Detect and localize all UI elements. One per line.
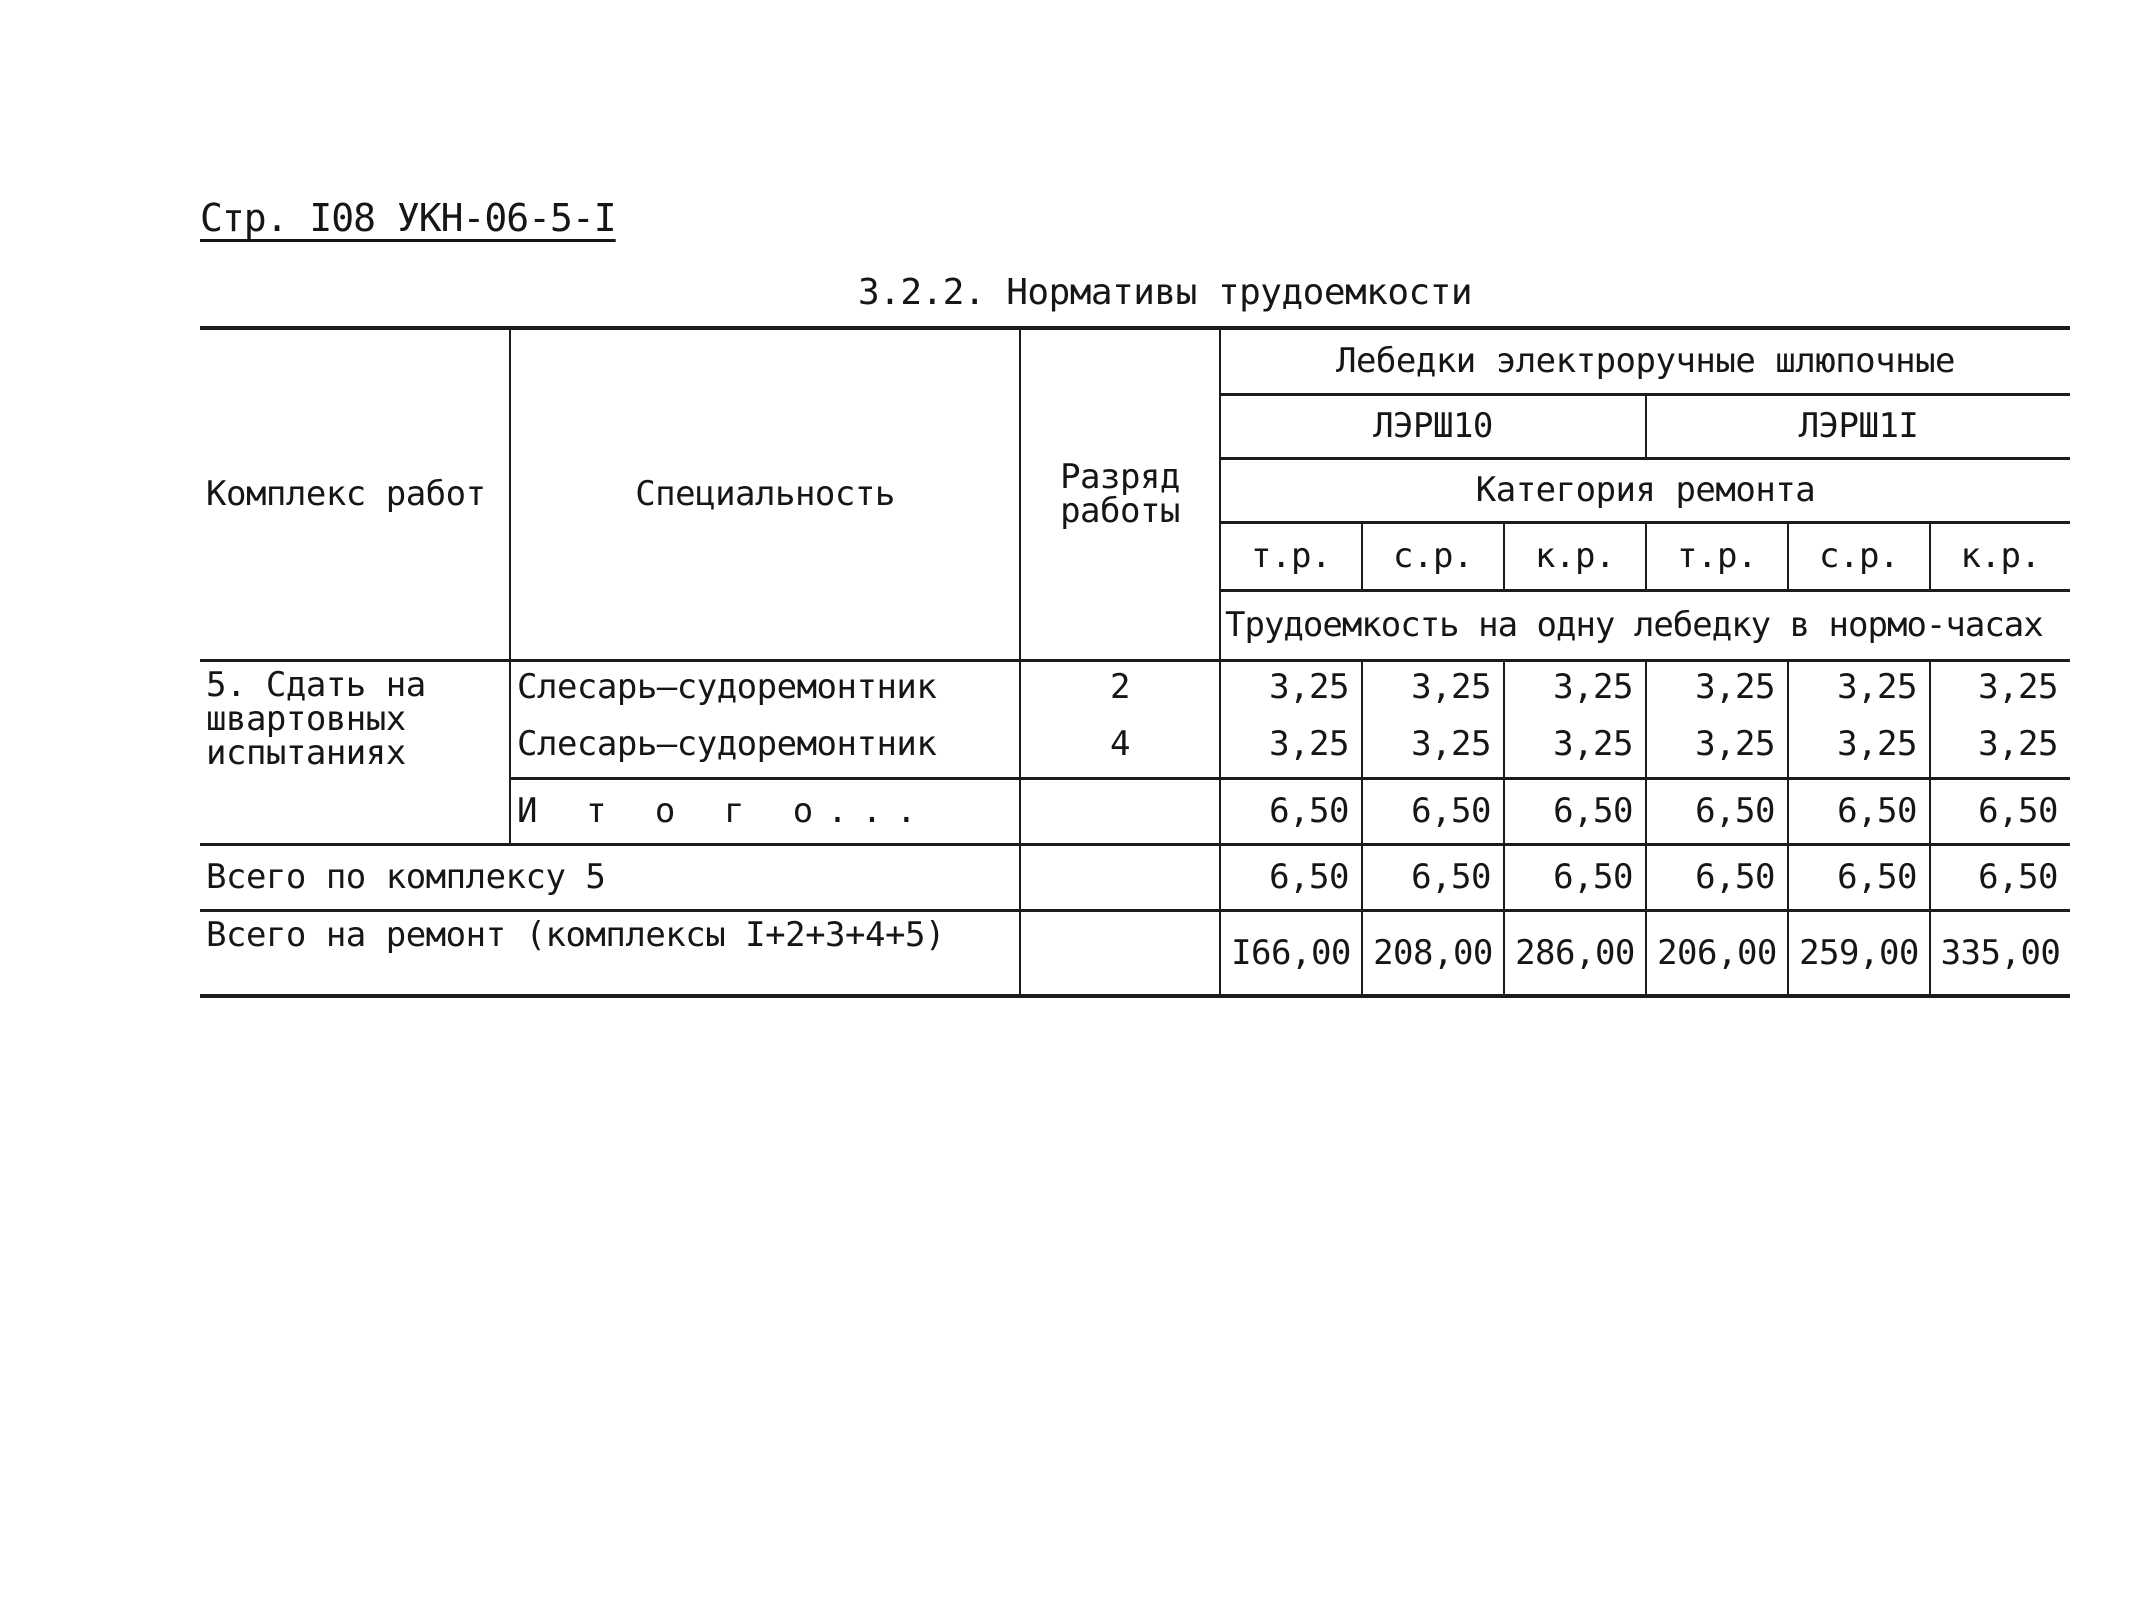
grade-cell: 4 bbox=[1020, 712, 1220, 778]
total-complex-value: 6,50 bbox=[1788, 844, 1930, 910]
total-repair-value: 208,00 bbox=[1362, 910, 1504, 996]
section-title: 3.2.2. Нормативы трудоемкости bbox=[858, 272, 1473, 313]
header-specialty: Специальность bbox=[510, 328, 1020, 660]
labor-norms-table bbox=[200, 326, 2070, 998]
itogo-value: 6,50 bbox=[1504, 778, 1646, 844]
header-category: к.р. bbox=[1504, 522, 1646, 590]
value-cell: 3,25 bbox=[1788, 712, 1930, 778]
page-reference: Стр. I08 УКН-06-5-I bbox=[200, 196, 616, 240]
complex-5-label: 5. Сдать на швартовных испытаниях bbox=[200, 660, 510, 778]
itogo-value: 6,50 bbox=[1362, 778, 1504, 844]
value-cell: 3,25 bbox=[1646, 660, 1788, 712]
specialty-cell: Слесарь–судоремонтник bbox=[510, 712, 1020, 778]
total-repair-value: 259,00 bbox=[1788, 910, 1930, 996]
value-cell: 3,25 bbox=[1220, 660, 1362, 712]
value-cell: 3,25 bbox=[1362, 660, 1504, 712]
value-cell: 3,25 bbox=[1646, 712, 1788, 778]
header-grade: Разряд работы bbox=[1020, 328, 1220, 660]
itogo-value: 6,50 bbox=[1220, 778, 1362, 844]
total-repair-value: 335,00 bbox=[1930, 910, 2070, 996]
grade-cell: 2 bbox=[1020, 660, 1220, 712]
empty-cell bbox=[1020, 844, 1220, 910]
value-cell: 3,25 bbox=[1362, 712, 1504, 778]
empty-cell bbox=[1020, 778, 1220, 844]
value-cell: 3,25 bbox=[1788, 660, 1930, 712]
itogo-label: И т о г о... bbox=[510, 778, 1020, 844]
value-cell: 3,25 bbox=[1930, 712, 2070, 778]
header-complex: Комплекс работ bbox=[200, 328, 510, 660]
total-complex-value: 6,50 bbox=[1220, 844, 1362, 910]
value-cell: 3,25 bbox=[1504, 712, 1646, 778]
header-unit: Трудоемкость на одну лебедку в нормо-часах bbox=[1220, 590, 2070, 660]
itogo-value: 6,50 bbox=[1930, 778, 2070, 844]
header-category: т.р. bbox=[1220, 522, 1362, 590]
header-category: с.р. bbox=[1362, 522, 1504, 590]
itogo-value: 6,50 bbox=[1788, 778, 1930, 844]
value-cell: 3,25 bbox=[1978, 666, 2058, 707]
total-repair-value: I66,00 bbox=[1220, 910, 1362, 996]
header-repair-category: Категория ремонта bbox=[1220, 458, 2070, 522]
total-complex-value: 6,50 bbox=[1930, 844, 2070, 910]
value-cell: 3,25 bbox=[1504, 660, 1646, 712]
header-category: к.р. bbox=[1930, 522, 2070, 590]
itogo-value: 6,50 bbox=[1646, 778, 1788, 844]
header-model-1: ЛЭРШ10 bbox=[1220, 394, 1646, 458]
total-repair-label: Всего на ремонт (комплексы I+2+3+4+5) bbox=[200, 910, 1020, 996]
total-complex-value: 6,50 bbox=[1362, 844, 1504, 910]
total-complex-value: 6,50 bbox=[1504, 844, 1646, 910]
total-repair-value: 286,00 bbox=[1504, 910, 1646, 996]
total-complex-value: 6,50 bbox=[1646, 844, 1788, 910]
total-complex-label: Всего по комплексу 5 bbox=[200, 844, 1020, 910]
header-category: т.р. bbox=[1646, 522, 1788, 590]
header-model-2: ЛЭРШ1I bbox=[1646, 394, 2070, 458]
empty-cell bbox=[200, 778, 510, 844]
header-category: с.р. bbox=[1788, 522, 1930, 590]
value-cell: 3,25 bbox=[1220, 712, 1362, 778]
empty-cell bbox=[1020, 910, 1220, 996]
total-repair-value: 206,00 bbox=[1646, 910, 1788, 996]
specialty-cell: Слесарь–судоремонтник bbox=[510, 660, 1020, 712]
header-winches-group: Лебедки электроручные шлюпочные bbox=[1220, 328, 2070, 394]
